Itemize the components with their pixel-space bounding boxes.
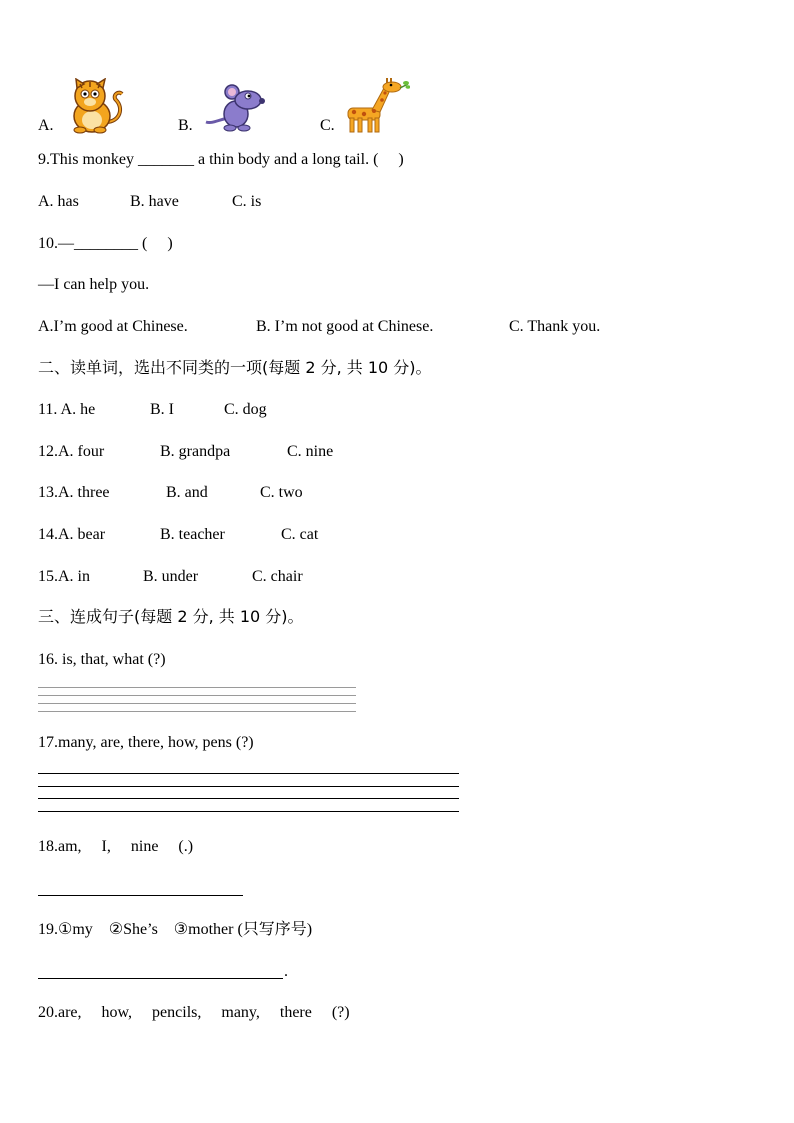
question-11-option-b: B. I [150, 401, 174, 418]
question-10-option-c: C. Thank you. [509, 318, 601, 335]
question-13-option-b: B. and [166, 484, 208, 501]
question-11-option-c: C. dog [224, 401, 267, 418]
question-15-option-c: C. chair [252, 568, 303, 585]
mouse-picture [204, 84, 268, 132]
question-19-period: . [284, 963, 288, 980]
question-14-option-a: 14.A. bear [38, 526, 106, 543]
question-9-option-b: B. have [130, 193, 179, 210]
answer-line [38, 695, 356, 696]
question-20-stem: 20.are, how, pencils, many, there (?) [38, 1004, 350, 1021]
question-14-option-c: C. cat [281, 526, 319, 543]
question-9-option-c: C. is [232, 193, 262, 210]
question-9-stem: 9.This monkey _______ a thin body and a long tail. ( ) [38, 151, 404, 168]
cat-picture [62, 78, 126, 134]
answer-line [38, 811, 459, 812]
answer-line [38, 798, 459, 799]
question-10-option-b: B. I’m not good at Chinese. [256, 318, 434, 335]
question-12-option-c: C. nine [287, 443, 334, 460]
question-10-reply: —I can help you. [38, 276, 150, 293]
question-9-option-a: A. has [38, 193, 79, 210]
question-17-stem: 17.many, are, there, how, pens (?) [38, 734, 254, 751]
question-15-option-a: 15.A. in [38, 568, 90, 585]
question-19-stem: 19.①my ②She’s ③mother (只写序号) [38, 921, 313, 938]
question-12-option-b: B. grandpa [160, 443, 231, 460]
question-11-option-a: 11. A. he [38, 401, 96, 418]
answer-line [38, 703, 356, 704]
option-b-label: B. [178, 117, 193, 134]
question-18-stem: 18.am, I, nine (.) [38, 838, 194, 855]
section-2-title: 二、读单词，选出不同类的一项(每题 2 分, 共 10 分)。 [38, 358, 432, 377]
answer-line [38, 978, 283, 979]
question-10-stem: 10.—________ ( ) [38, 235, 173, 252]
answer-line [38, 711, 356, 712]
answer-line [38, 895, 243, 896]
question-13-option-a: 13.A. three [38, 484, 110, 501]
question-16-stem: 16. is, that, what (?) [38, 651, 166, 668]
section-3-title: 三、连成句子(每题 2 分, 共 10 分)。 [38, 607, 304, 626]
giraffe-picture [344, 78, 410, 134]
question-12-option-a: 12.A. four [38, 443, 105, 460]
answer-line [38, 687, 356, 688]
option-a-label: A. [38, 117, 54, 134]
option-c-label: C. [320, 117, 335, 134]
question-14-option-b: B. teacher [160, 526, 225, 543]
question-13-option-c: C. two [260, 484, 303, 501]
question-10-option-a: A.I’m good at Chinese. [38, 318, 188, 335]
question-15-option-b: B. under [143, 568, 199, 585]
answer-line [38, 786, 459, 787]
answer-line [38, 773, 459, 774]
